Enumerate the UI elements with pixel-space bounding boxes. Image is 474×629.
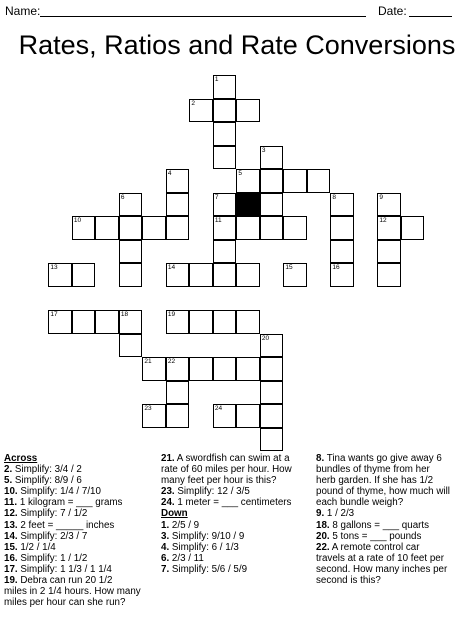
clue-text: Simplify: 8/9 / 6 <box>12 475 82 487</box>
clue-text: second. How many inches per <box>316 563 448 575</box>
clue-line <box>316 564 472 575</box>
clue-number-label: 4. <box>161 541 170 553</box>
grid-cell[interactable] <box>283 263 307 287</box>
clue-number: 3 <box>261 146 266 154</box>
grid-cell[interactable] <box>260 216 284 240</box>
clue-text: 8 gallons = ___ quarts <box>329 519 430 531</box>
clue-text: 2 feet = _____ inches <box>17 519 115 531</box>
grid-cell[interactable] <box>213 240 237 264</box>
grid-cell[interactable] <box>166 357 190 381</box>
grid-cell[interactable] <box>213 357 237 381</box>
clue-number: 13 <box>50 264 58 272</box>
clue-number: 16 <box>332 264 340 272</box>
clue-number: 10 <box>73 217 82 225</box>
clue-text: 1 meter = ___ centimeters <box>174 497 292 509</box>
clue-line <box>161 564 311 575</box>
clue-line <box>4 497 156 508</box>
clue-line <box>316 453 472 464</box>
clue-text: miles in 2 1/4 hours. How many <box>4 586 141 598</box>
clue-line <box>316 475 472 486</box>
clue-text: Debra can run 20 1/2 <box>17 575 113 587</box>
clue-line <box>4 486 156 497</box>
grid-cell[interactable] <box>95 310 119 334</box>
clue-line <box>4 542 156 553</box>
clue-text: Simplify: 9/10 / 9 <box>169 530 245 542</box>
grid-cell[interactable] <box>119 310 143 334</box>
clue-number-label: 12. <box>4 508 18 520</box>
clue-number: 9 <box>379 193 383 201</box>
grid-cell[interactable] <box>401 216 425 240</box>
clue-text: herb garden. If she has 1/2 <box>316 475 434 487</box>
clue-text: Simplify: 1 1/3 / 1 1/4 <box>17 563 112 575</box>
clue-number: 19 <box>167 311 176 319</box>
grid-cell[interactable] <box>166 310 190 334</box>
grid-cell[interactable] <box>260 404 284 428</box>
grid-cell[interactable] <box>119 216 143 240</box>
grid-cell[interactable] <box>166 193 190 217</box>
clue-number-label: 5. <box>4 475 13 487</box>
clue-number: 17 <box>50 311 58 319</box>
grid-cell[interactable] <box>330 216 354 240</box>
grid-cell[interactable] <box>166 263 190 287</box>
clue-number-label: 9. <box>316 508 325 520</box>
clue-number: 5 <box>238 170 242 178</box>
grid-cell[interactable] <box>166 404 190 428</box>
clue-text: Simplify: 12 / 3/5 <box>174 486 250 498</box>
clue-text: bundles of thyme from her <box>316 464 430 476</box>
clue-line <box>4 597 156 608</box>
grid-cell[interactable] <box>377 240 401 264</box>
grid-cell[interactable] <box>236 99 260 123</box>
clue-text: 1/2 / 1/4 <box>17 541 56 553</box>
clues-column-3 <box>316 453 472 586</box>
clue-number: 22 <box>167 358 176 366</box>
grid-cell[interactable] <box>260 357 284 381</box>
clues-column-2 <box>161 453 311 575</box>
grid-cell[interactable] <box>236 310 260 334</box>
clue-line <box>316 486 472 497</box>
clue-line <box>161 531 311 542</box>
clue-line <box>161 486 311 497</box>
clue-line <box>316 508 472 519</box>
clue-number-label: 23. <box>161 486 175 498</box>
clue-text: pound of thyme, how much will <box>316 486 450 498</box>
clue-number: 21 <box>144 358 152 366</box>
grid-cell[interactable] <box>72 216 96 240</box>
grid-block <box>236 193 260 217</box>
clue-number: 2 <box>191 99 195 107</box>
clue-number: 18 <box>120 311 129 319</box>
clue-text: travels at a rate of 10 feet per <box>316 552 444 564</box>
clue-number: 23 <box>144 405 152 413</box>
grid-cell[interactable] <box>213 263 237 287</box>
clue-line <box>4 553 156 564</box>
clue-number: 20 <box>261 334 270 342</box>
clue-line <box>4 464 156 475</box>
grid-cell[interactable] <box>330 240 354 264</box>
grid-cell[interactable] <box>142 404 166 428</box>
clue-text: A remote control car <box>329 541 420 553</box>
clue-number-label: 11. <box>4 497 18 509</box>
clue-text: Simplify: 3/4 / 2 <box>12 464 82 476</box>
grid-cell[interactable] <box>260 169 284 193</box>
clue-line <box>4 508 156 519</box>
clue-number: 6 <box>120 193 125 201</box>
clue-line <box>316 531 472 542</box>
clue-text: Simplify: 5/6 / 5/9 <box>169 563 248 575</box>
grid-cell[interactable] <box>142 216 166 240</box>
grid-cell[interactable] <box>260 193 284 217</box>
grid-cell[interactable] <box>260 381 284 405</box>
clue-line <box>316 542 472 553</box>
clue-number-label: 18. <box>316 519 330 531</box>
grid-cell[interactable] <box>189 357 213 381</box>
clue-text: 5 tons = ___ pounds <box>329 530 422 542</box>
name-label: Name: <box>5 4 41 18</box>
clue-number-label: 7. <box>161 563 170 575</box>
clue-number-label: 19. <box>4 575 18 587</box>
clue-line <box>4 564 156 575</box>
grid-cell[interactable] <box>213 122 237 146</box>
clue-line <box>4 520 156 531</box>
clue-number-label: 3. <box>161 530 170 542</box>
grid-cell[interactable] <box>166 169 190 193</box>
grid-cell[interactable] <box>213 146 237 170</box>
clue-number-label: 8. <box>316 453 325 464</box>
clue-line <box>161 553 311 564</box>
clue-number-label: 15. <box>4 541 18 553</box>
clue-text: 2/5 / 9 <box>169 519 200 531</box>
clue-line <box>316 520 472 531</box>
clue-text: second is this? <box>316 575 381 587</box>
across-heading: Across <box>4 453 38 464</box>
clue-text: rate of 60 miles per hour. How <box>161 464 292 476</box>
grid-cell[interactable] <box>189 310 213 334</box>
clue-number: 4 <box>167 170 172 178</box>
grid-cell[interactable] <box>307 169 331 193</box>
clue-number-label: 17. <box>4 563 18 575</box>
grid-cell[interactable] <box>95 216 119 240</box>
grid-cell[interactable] <box>119 334 143 358</box>
clues-column-1 <box>4 453 156 608</box>
grid-cell[interactable] <box>142 357 166 381</box>
clue-number: 12 <box>379 217 387 225</box>
clue-line <box>4 575 156 586</box>
down-heading: Down <box>161 508 188 520</box>
clue-number-label: 10. <box>4 486 18 498</box>
grid-cell[interactable] <box>166 381 190 405</box>
grid-cell[interactable] <box>119 263 143 287</box>
clue-number: 11 <box>214 217 222 225</box>
clue-text: Simplify: 6 / 1/3 <box>169 541 239 553</box>
clue-line <box>161 475 311 486</box>
grid-cell[interactable] <box>330 193 354 217</box>
grid-cell[interactable] <box>377 263 401 287</box>
clue-number: 8 <box>332 193 336 201</box>
clue-number-label: 1. <box>161 519 170 531</box>
grid-cell[interactable] <box>166 216 190 240</box>
grid-cell[interactable] <box>213 75 237 99</box>
clue-number-label: 2. <box>4 464 13 476</box>
clue-text: many feet per hour is this? <box>161 475 277 487</box>
clue-number: 7 <box>214 193 219 201</box>
grid-cell[interactable] <box>213 404 237 428</box>
grid-cell[interactable] <box>260 428 284 452</box>
grid-cell[interactable] <box>72 310 96 334</box>
grid-cell[interactable] <box>48 310 72 334</box>
page-title: Rates, Ratios and Rate Conversions <box>18 30 456 60</box>
clue-line <box>161 497 311 508</box>
grid-cell[interactable] <box>283 169 307 193</box>
clue-line <box>316 464 472 475</box>
grid-cell[interactable] <box>260 146 284 170</box>
clue-number-label: 20. <box>316 530 330 542</box>
clue-number-label: 22. <box>316 541 330 553</box>
clue-number-label: 24. <box>161 497 175 509</box>
clue-line <box>161 464 311 475</box>
clue-number-label: 16. <box>4 552 18 564</box>
grid-cell[interactable] <box>213 193 237 217</box>
clue-text: 2/3 / 11 <box>169 552 204 564</box>
clue-text: Simplify: 1/4 / 7/10 <box>17 486 101 498</box>
clue-text: 1 kilogram = ___ grams <box>17 497 123 509</box>
clue-number: 14 <box>167 264 176 272</box>
grid-cell[interactable] <box>48 263 72 287</box>
grid-cell[interactable] <box>213 99 237 123</box>
clue-text: each bundle weigh? <box>316 497 404 509</box>
clue-number-label: 6. <box>161 552 170 564</box>
clue-text: miles per hour can she run? <box>4 597 126 609</box>
clue-line <box>161 542 311 553</box>
grid-cell[interactable] <box>236 263 260 287</box>
clue-number-label: 21. <box>161 453 175 464</box>
clue-line <box>4 531 156 542</box>
clue-line <box>4 475 156 486</box>
clue-line <box>161 453 311 464</box>
grid-cell[interactable] <box>283 216 307 240</box>
grid-cell[interactable] <box>119 193 143 217</box>
grid-cell[interactable] <box>377 216 401 240</box>
grid-cell[interactable] <box>377 193 401 217</box>
grid-cell[interactable] <box>189 263 213 287</box>
clue-line <box>161 520 311 531</box>
grid-cell[interactable] <box>236 404 260 428</box>
grid-cell[interactable] <box>119 240 143 264</box>
clue-line <box>4 586 156 597</box>
clue-number: 1 <box>214 76 219 84</box>
grid-cell[interactable] <box>236 169 260 193</box>
clue-text: A swordfish can swim at a <box>174 453 290 464</box>
grid-cell[interactable] <box>72 263 96 287</box>
clue-line <box>316 553 472 564</box>
grid-cell[interactable] <box>213 216 237 240</box>
clue-text: Simplify: 2/3 / 7 <box>17 530 88 542</box>
grid-cell[interactable] <box>189 99 213 123</box>
clue-number-label: 14. <box>4 530 18 542</box>
clue-text: Simplify: 7 / 1/2 <box>17 508 88 520</box>
grid-cell[interactable] <box>330 263 354 287</box>
clue-line <box>316 575 472 586</box>
grid-cell[interactable] <box>213 310 237 334</box>
clue-number: 15 <box>285 264 293 272</box>
grid-cell[interactable] <box>260 334 284 358</box>
clue-number-label: 13. <box>4 519 18 531</box>
clue-text: 1 / 2/3 <box>324 508 355 520</box>
grid-cell[interactable] <box>236 357 260 381</box>
clue-number: 24 <box>214 405 223 413</box>
grid-cell[interactable] <box>236 216 260 240</box>
date-label: Date: <box>378 4 407 18</box>
clue-text: Tina wants go give away 6 <box>324 453 442 464</box>
clue-text: Simplify: 1 / 1/2 <box>17 552 88 564</box>
clue-line <box>316 497 472 508</box>
